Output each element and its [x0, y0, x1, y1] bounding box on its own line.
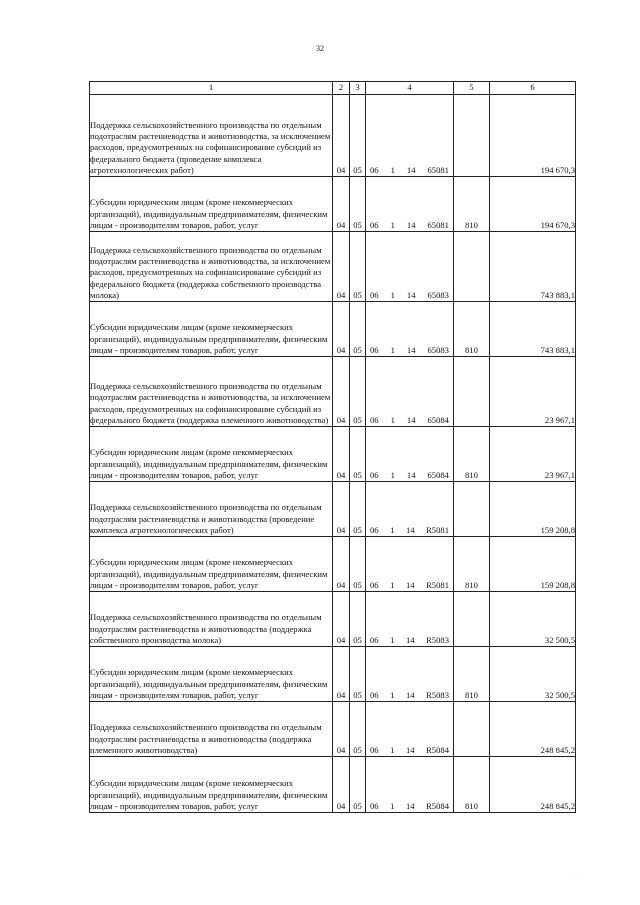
code-subprogram: 14: [405, 689, 415, 700]
target-article-cell: [366, 232, 454, 302]
scan-mark: · ·· ·: [572, 874, 583, 879]
amount: 32 500,5: [490, 647, 576, 702]
target-article-cell: [366, 757, 454, 813]
code-program: 1: [390, 689, 395, 700]
code-section: 05: [350, 702, 366, 757]
code-program: 1: [390, 800, 395, 811]
row-name: Поддержка сельскохозяйственного производства по отдельным подотраслям растениеводства и животноводства (поддержка собственного производства молока): [90, 592, 333, 647]
col-header-3: 3: [350, 82, 366, 95]
row-name: Поддержка сельскохозяйственного производства по отдельным подотраслям растениеводства и животноводства (проведение комплекса агротехнологических работ): [90, 482, 333, 537]
code-direction: R5084: [426, 800, 449, 811]
amount: 743 883,1: [490, 302, 576, 357]
amount: 159 208,8: [490, 537, 576, 592]
code-direction: R5083: [426, 689, 449, 700]
code-expense-type: [454, 592, 490, 647]
target-article-cell: [366, 427, 454, 482]
code-program: 1: [390, 219, 395, 230]
code-expense-type: 810: [454, 302, 490, 357]
code-section: 05: [350, 482, 366, 537]
amount: 194 670,3: [490, 177, 576, 232]
code-program: 1: [390, 414, 395, 425]
code-direction: R5081: [426, 579, 449, 590]
code-subprogram: 14: [405, 800, 415, 811]
row-name: Поддержка сельскохозяйственного производства по отдельным подотраслям растениеводства и животноводства, за исключением расходов, предусмотренных на софинансирование субсидий из федерального бюджета (поддержка собственного производства молока): [90, 232, 333, 302]
code-ministry: 04: [333, 302, 350, 357]
row-name: Субсидии юридическим лицам (кроме некоммерческих организаций), индивидуальным предпринимателям, физическим лицам - производителям товаров, работ, услуг: [90, 302, 333, 357]
target-article-cell: [366, 177, 454, 232]
code-direction: R5083: [426, 634, 449, 645]
code-subsection: 06: [370, 414, 379, 425]
table-row: [90, 702, 576, 757]
col-header-2: 2: [333, 82, 350, 95]
code-program: 1: [390, 634, 395, 645]
code-ministry: 04: [333, 177, 350, 232]
code-subsection: 06: [370, 634, 379, 645]
code-direction: 65084: [427, 414, 449, 425]
code-expense-type: [454, 95, 490, 177]
code-subprogram: 14: [405, 744, 415, 755]
code-direction: R5081: [426, 524, 449, 535]
code-subsection: 06: [370, 579, 379, 590]
code-expense-type: [454, 232, 490, 302]
row-name: Субсидии юридическим лицам (кроме некоммерческих организаций), индивидуальным предпринимателям, физическим лицам - производителям товаров, работ, услуг: [90, 647, 333, 702]
target-article-cell: [366, 482, 454, 537]
table-row: [90, 302, 576, 357]
code-ministry: 04: [333, 702, 350, 757]
code-program: 1: [390, 744, 395, 755]
target-article-cell: [366, 702, 454, 757]
table-row: [90, 537, 576, 592]
target-article-cell: [366, 647, 454, 702]
amount: 32 500,5: [490, 592, 576, 647]
code-section: 05: [350, 427, 366, 482]
amount: 194 670,3: [490, 95, 576, 177]
code-subprogram: 14: [405, 524, 415, 535]
table-row: [90, 177, 576, 232]
code-subsection: 06: [370, 219, 379, 230]
table-row: [90, 357, 576, 427]
code-subprogram: 14: [406, 469, 416, 480]
code-program: 1: [390, 344, 395, 355]
target-article-cell: [366, 302, 454, 357]
code-ministry: 04: [333, 592, 350, 647]
page-number: 32: [316, 44, 324, 53]
code-ministry: 04: [333, 482, 350, 537]
code-expense-type: 810: [454, 177, 490, 232]
code-subsection: 06: [370, 689, 379, 700]
code-ministry: 04: [333, 537, 350, 592]
amount: 743 883,1: [490, 232, 576, 302]
code-subprogram: 14: [406, 414, 416, 425]
code-section: 05: [350, 232, 366, 302]
table-row: [90, 757, 576, 813]
code-section: 05: [350, 537, 366, 592]
code-subsection: 06: [370, 744, 379, 755]
row-name: Поддержка сельскохозяйственного производства по отдельным подотраслям растениеводства и животноводства (поддержка племенного животноводства): [90, 702, 333, 757]
code-ministry: 04: [333, 647, 350, 702]
code-program: 1: [390, 524, 395, 535]
table-row: [90, 647, 576, 702]
amount: 23 967,1: [490, 427, 576, 482]
code-expense-type: 810: [454, 647, 490, 702]
code-subprogram: 14: [405, 579, 415, 590]
code-direction: 65081: [427, 164, 449, 175]
code-section: 05: [350, 302, 366, 357]
code-subprogram: 14: [406, 164, 416, 175]
code-subsection: 06: [370, 800, 379, 811]
code-ministry: 04: [333, 357, 350, 427]
col-header-4: 4: [366, 82, 454, 95]
amount: 248 845,2: [490, 702, 576, 757]
code-direction: 65084: [427, 469, 449, 480]
code-section: 05: [350, 647, 366, 702]
code-expense-type: 810: [454, 537, 490, 592]
code-direction: 65081: [427, 219, 449, 230]
code-program: 1: [390, 469, 395, 480]
code-program: 1: [390, 164, 395, 175]
code-section: 05: [350, 177, 366, 232]
code-subprogram: 14: [406, 219, 416, 230]
col-header-1: 1: [90, 82, 333, 95]
code-subsection: 06: [370, 524, 379, 535]
table-row: [90, 427, 576, 482]
code-expense-type: 810: [454, 427, 490, 482]
code-subsection: 06: [370, 469, 379, 480]
code-direction: 65083: [427, 289, 449, 300]
amount: 248 845,2: [490, 757, 576, 813]
col-header-5: 5: [454, 82, 490, 95]
target-article-cell: [366, 592, 454, 647]
code-subprogram: 14: [405, 634, 415, 645]
code-ministry: 04: [333, 427, 350, 482]
code-section: 05: [350, 357, 366, 427]
header-row: [90, 82, 576, 95]
target-article-cell: [366, 95, 454, 177]
table-row: [90, 592, 576, 647]
budget-table: [89, 81, 576, 813]
code-direction: 65083: [427, 344, 449, 355]
code-subsection: 06: [370, 164, 379, 175]
code-program: 1: [390, 289, 395, 300]
col-header-6: 6: [490, 82, 576, 95]
target-article-cell: [366, 537, 454, 592]
code-direction: R5084: [426, 744, 449, 755]
code-program: 1: [390, 579, 395, 590]
table-row: [90, 482, 576, 537]
code-ministry: 04: [333, 757, 350, 813]
code-expense-type: 810: [454, 757, 490, 813]
code-subsection: 06: [370, 289, 379, 300]
code-section: 05: [350, 757, 366, 813]
row-name: Субсидии юридическим лицам (кроме некоммерческих организаций), индивидуальным предпринимателям, физическим лицам - производителям товаров, работ, услуг: [90, 427, 333, 482]
amount: 159 208,8: [490, 482, 576, 537]
amount: 23 967,1: [490, 357, 576, 427]
code-subprogram: 14: [406, 344, 416, 355]
code-ministry: 04: [333, 232, 350, 302]
table-row: [90, 232, 576, 302]
code-expense-type: [454, 357, 490, 427]
code-expense-type: [454, 702, 490, 757]
row-name: Субсидии юридическим лицам (кроме некоммерческих организаций), индивидуальным предпринимателям, физическим лицам - производителям товаров, работ, услуг: [90, 177, 333, 232]
code-section: 05: [350, 95, 366, 177]
code-expense-type: [454, 482, 490, 537]
code-subprogram: 14: [406, 289, 416, 300]
row-name: Поддержка сельскохозяйственного производства по отдельным подотраслям растениеводства и животноводства, за исключением расходов, предусмотренных на софинансирование субсидий из федерального бюджета (поддержка племенного животноводства): [90, 357, 333, 427]
code-subsection: 06: [370, 344, 379, 355]
table-row: [90, 95, 576, 177]
row-name: Субсидии юридическим лицам (кроме некоммерческих организаций), индивидуальным предпринимателям, физическим лицам - производителям товаров, работ, услуг: [90, 537, 333, 592]
row-name: Субсидии юридическим лицам (кроме некоммерческих организаций), индивидуальным предпринимателям, физическим лицам - производителям товаров, работ, услуг: [90, 757, 333, 813]
code-ministry: 04: [333, 95, 350, 177]
row-name: Поддержка сельскохозяйственного производства по отдельным подотраслям растениеводства и животноводства, за исключением расходов, предусмотренных на софинансирование субсидий из федерального бюджета (проведение комплекса агротехнологических работ): [90, 95, 333, 177]
code-section: 05: [350, 592, 366, 647]
target-article-cell: [366, 357, 454, 427]
